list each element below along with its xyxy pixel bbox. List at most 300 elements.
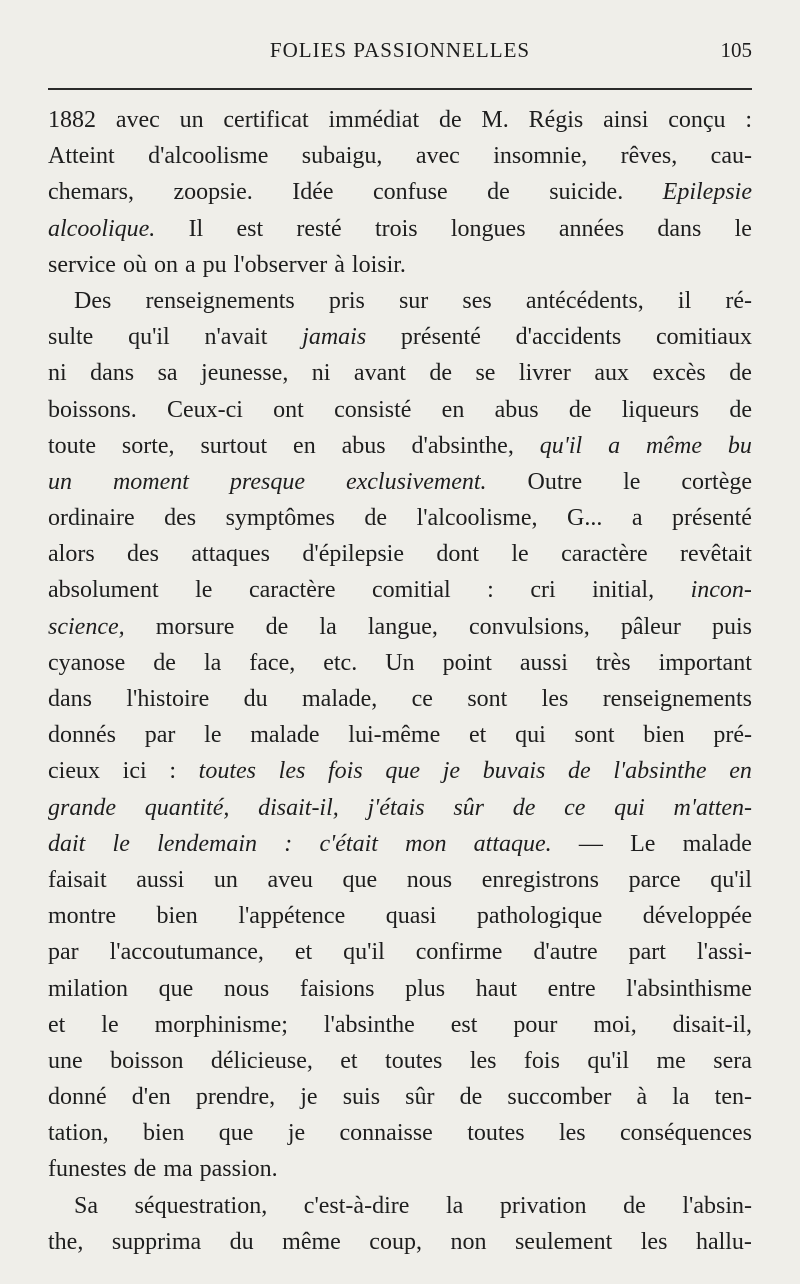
word: cri [530,577,556,604]
word: une [48,1047,83,1074]
word: liqueurs [621,396,700,423]
word: Ceux-ci [166,396,243,423]
word: et [340,1047,358,1074]
word: pré- [713,722,752,749]
word: boisson [110,1047,184,1074]
word: que [342,866,378,893]
word: Epilepsie [662,179,752,206]
word: cortège [681,468,752,495]
word: séquestration, [134,1192,268,1219]
word: caractère [561,541,648,568]
word: grande [48,794,116,821]
word: zoopsie. [173,179,253,206]
word: face, [249,649,296,676]
word: lui-même [348,722,441,749]
text-line [48,572,752,608]
word: bien [156,903,198,930]
text-line [48,355,752,391]
text-line [48,971,752,1007]
word: toute [48,432,96,459]
text-line [48,681,752,717]
word: milation [48,975,128,1002]
running-title: FOLIES PASSIONNELLES [269,38,531,62]
word: la [203,649,222,676]
word: immédiat [328,107,420,133]
word: toutes [467,1120,525,1147]
word: il [677,287,692,314]
word: etc. [323,649,358,676]
text-line [48,717,752,753]
word: de [729,396,752,423]
word: longues [450,215,526,242]
word: avec [415,143,460,170]
word: ainsi [603,107,649,133]
word: sa [157,360,178,387]
word: d'alcoolisme [148,143,269,170]
word: 1882 [48,107,96,133]
text-line [48,645,752,681]
word: presque [229,468,305,495]
word: hallu- [695,1228,752,1255]
text-line [48,1115,752,1151]
text-line [48,211,752,247]
word: les [541,686,569,712]
word: qu'il [343,939,385,966]
word: chemars, [48,179,134,206]
word: suicide. [549,179,624,206]
word: sulte [48,324,94,351]
word: par [48,939,79,966]
word: Sa [74,1192,98,1219]
word: d'absinthe, [411,432,514,459]
word: l'appétence [238,903,346,930]
word: pris [328,287,365,314]
word: qu'il [539,432,583,459]
word: de [512,794,536,821]
word: l'alcoolisme, [416,505,538,532]
word: ses [462,287,492,314]
word: qui [614,794,645,821]
text-line [48,1007,752,1043]
word: cieux [48,758,100,785]
word: morsure [155,613,235,640]
word: l'absinthisme [626,975,752,1002]
text-line [48,428,752,464]
word: de [729,360,752,387]
word: plus [405,975,446,1002]
word: boissons. [48,396,137,423]
word: de [568,396,592,423]
word: sont [467,686,508,712]
word: Outre [527,468,583,495]
word: qu'il [710,866,752,893]
text-line [48,753,752,789]
word: a [631,505,643,532]
word: the, [48,1228,84,1255]
word: années [558,215,625,242]
word: le [734,215,752,242]
word: faisait [48,866,107,893]
text-line [48,790,752,826]
word: renseignements [145,287,295,314]
word: disait-il, [258,794,339,821]
word: qui [515,722,546,749]
word: ni [48,360,67,387]
word: comitiaux [655,324,752,351]
word: l'observer [233,251,328,278]
word: revêtait [680,541,752,568]
word: sera [713,1047,752,1074]
word: excès [652,360,706,387]
word: et [469,722,487,749]
word: un [48,468,72,495]
word: conçu [668,107,726,133]
word: développée [642,903,752,930]
word: délicieuse, [210,1047,313,1074]
word: passion. [199,1156,278,1183]
word: jamais [302,324,367,351]
word: des [164,505,197,532]
word: des [127,541,160,568]
word: ni [311,360,331,387]
word: l'absinthe [613,758,707,785]
word: initial, [592,577,655,604]
word: surtout [200,432,268,459]
word: parce [628,866,681,893]
word: du [229,1228,254,1255]
word: ce [564,794,586,821]
word: pour [513,1011,558,1038]
word: abus [494,396,539,423]
word: ma [163,1156,193,1183]
text-line [48,1188,752,1224]
word: tation, [48,1120,109,1147]
header-rule [48,88,752,90]
text-line [48,609,752,645]
word: subaigu, [301,143,383,170]
word: buvais [482,758,546,785]
word: seulement [514,1228,613,1255]
word: : [487,577,494,604]
word: de [459,1084,483,1111]
word: absolument [48,577,159,604]
word: alcoolique. [48,215,156,242]
word: sûr [405,1084,435,1111]
word: renseignements [602,686,752,712]
word: d'autre [533,939,598,966]
word: malade [250,722,320,749]
word: rêves, [620,143,678,170]
word: d'épilepsie [302,541,404,568]
word: cau- [710,143,752,170]
word: le [204,722,222,749]
word: je [300,1084,318,1111]
text-line [48,1043,752,1079]
word: je [287,1120,306,1147]
word: funestes [48,1156,127,1183]
word: pu [202,251,227,278]
word: n'avait [204,324,268,351]
word: le [511,541,529,568]
word: à [636,1084,648,1111]
word: donné [48,1084,107,1111]
word: attaques [191,541,271,568]
word: un [213,866,238,893]
word: sorte, [121,432,175,459]
word: les [469,1047,497,1074]
word: — [578,830,603,857]
word: que [158,975,194,1002]
text-line [48,1224,752,1260]
word: m'atten- [673,794,752,821]
word: Idée [292,179,334,206]
word: mon [405,830,447,857]
word: langue, [367,613,438,640]
word: sont [574,722,615,749]
word: entre [547,975,596,1002]
word: nous [406,866,453,893]
word: : [169,758,176,785]
word: présenté [400,324,481,351]
text-line [48,536,752,572]
word: cyanose [48,649,126,676]
word: dans [90,360,135,387]
word: de [364,505,388,532]
word: de [568,758,591,785]
word: le [623,468,641,495]
word: consisté [334,396,412,423]
word: très [595,649,631,676]
word: lendemain [157,830,258,857]
word: fois [328,758,363,785]
word: l'histoire [126,686,210,712]
word: le [195,577,213,604]
word: j'étais [367,794,425,821]
word: insomnie, [493,143,588,170]
word: nous [223,975,270,1002]
word: toutes [385,1047,443,1074]
word: d'en [131,1084,171,1111]
text-line [48,174,752,210]
word: comitial [372,577,451,604]
word: montre [48,903,116,930]
word: coup, [369,1228,422,1255]
word: suis [342,1084,381,1111]
word: connaisse [339,1120,433,1147]
text-line [48,500,752,536]
word: science, [48,613,125,640]
word: malade, [302,686,378,712]
word: Il [188,215,204,242]
word: M. [481,107,509,133]
word: confuse [372,179,448,206]
word: aveu [267,866,313,893]
word: par [144,722,176,749]
word: la [445,1192,464,1219]
word: du [243,686,268,712]
word: trois [374,215,418,242]
word: où [122,251,147,278]
word: part [628,939,666,966]
page-number: 105 [720,38,752,62]
word: Le [630,830,656,857]
word: est [450,1011,478,1038]
word: service [48,251,116,278]
word: pathologique [476,903,603,930]
word: ce [411,686,433,712]
word: je [442,758,461,785]
word: a [608,432,621,459]
word: dans [657,215,702,242]
word: la [319,613,337,640]
text-line [48,862,752,898]
word: en [729,758,752,785]
word: de [133,1156,157,1183]
word: malade [682,830,752,857]
word: dans [48,686,92,712]
word: a [184,251,196,278]
word: enregistrons [481,866,600,893]
word: sur [398,287,429,314]
word: jeunesse, [201,360,289,387]
text-line [48,102,752,138]
text-line [48,1079,752,1115]
word: abus [341,432,386,459]
word: le [112,830,130,857]
word: et [48,1011,66,1038]
text-line [48,934,752,970]
word: avec [115,107,160,133]
word: aussi [136,866,185,893]
word: à [334,251,345,278]
text-line [48,1151,752,1187]
word: d'accidents [515,324,622,351]
word: dait [48,830,86,857]
text-line [48,826,752,862]
word: G... [567,505,603,532]
word: prendre, [195,1084,276,1111]
word: on [153,251,178,278]
word: bu [727,432,752,459]
text-line [48,392,752,428]
word: non [450,1228,487,1255]
word: ont [273,396,304,423]
word: Un [385,649,415,676]
word: aussi [519,649,568,676]
text-line [48,247,752,283]
word: me [656,1047,686,1074]
word: ten- [714,1084,752,1111]
word: succomber [507,1084,612,1111]
word: c'est-à-dire [303,1192,410,1219]
word: l'accoutumance, [109,939,264,966]
word: resté [296,215,342,242]
word: en [293,432,316,459]
word: donnés [48,722,116,749]
word: la [672,1084,690,1111]
word: certificat [223,107,309,133]
word: de [487,179,510,206]
word: point [442,649,492,676]
word: se [475,360,496,387]
word: que [385,758,421,785]
text-line [48,319,752,355]
word: présenté [671,505,752,532]
word: aux [594,360,630,387]
word: confirme [415,939,503,966]
word: sûr [453,794,485,821]
word: les [640,1228,668,1255]
word: conséquences [620,1120,752,1147]
body-text [48,102,752,1260]
word: disait-il, [672,1011,752,1038]
word: quantité, [144,794,230,821]
word: moi, [593,1011,637,1038]
word: bien [143,1120,185,1147]
page-header [48,38,752,78]
word: même [646,432,702,459]
word: ré- [725,287,752,314]
word: de [153,649,176,676]
word: loisir. [351,251,406,278]
word: moment [112,468,189,495]
word: morphinisme; [154,1011,288,1038]
word: et [294,939,313,966]
word: qu'il [128,324,170,351]
word: antécédents, [525,287,644,314]
text-line [48,283,752,319]
word: incon- [690,577,752,604]
word: de [438,107,462,133]
word: pâleur [620,613,681,640]
word: l'absin- [682,1192,752,1219]
text-line [48,138,752,174]
word: : [745,107,752,133]
word: quasi [385,903,437,930]
word: privation [499,1192,587,1219]
word: en [441,396,465,423]
word: faisions [299,975,375,1002]
word: les [278,758,306,785]
word: : [284,830,293,857]
word: fois [523,1047,560,1074]
word: c'était [319,830,378,857]
text-line [48,464,752,500]
word: livrer [518,360,571,387]
word: qu'il [587,1047,630,1074]
word: un [179,107,204,133]
word: haut [475,975,518,1002]
word: l'absinthe [323,1011,415,1038]
word: important [658,649,752,676]
word: exclusivement. [345,468,487,495]
word: avant [353,360,406,387]
word: de [623,1192,646,1219]
text-line [48,898,752,934]
word: de [429,360,453,387]
word: l'assi- [696,939,752,966]
word: même [282,1228,341,1255]
word: Des [74,287,112,314]
word: Régis [528,107,584,133]
word: dont [436,541,480,568]
word: les [558,1120,586,1147]
word: caractère [248,577,336,604]
word: Atteint [48,143,115,170]
word: toutes [198,758,256,785]
word: que [218,1120,254,1147]
word: convulsions, [469,613,590,640]
